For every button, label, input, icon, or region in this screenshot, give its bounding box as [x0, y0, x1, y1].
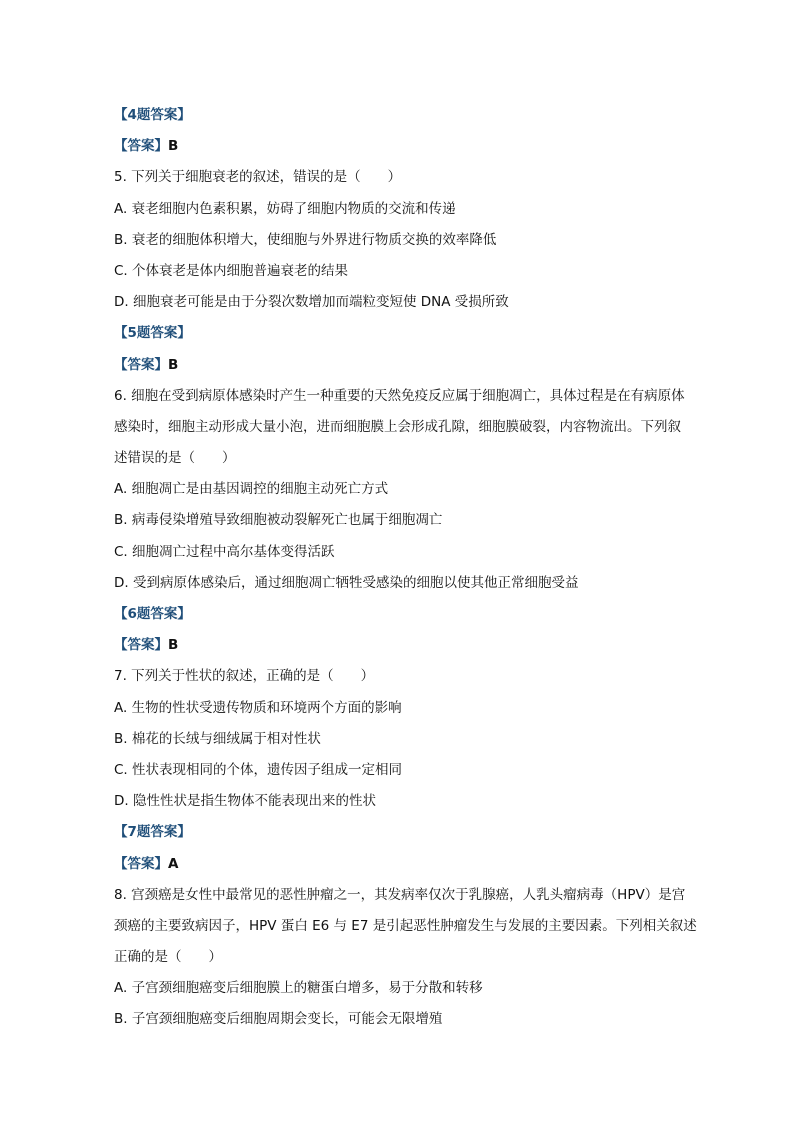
- q6-option-b: B. 病毒侵染增殖导致细胞被动裂解死亡也属于细胞凋亡: [114, 512, 443, 529]
- q6-answer-line: [114, 630, 704, 661]
- answer-value: B: [168, 356, 179, 373]
- q6-stem-line-3: 述错误的是（ ）: [114, 450, 236, 467]
- answer-value: B: [168, 138, 179, 155]
- answer-label: 【答案】: [114, 356, 168, 373]
- q5-option-d: D. 细胞衰老可能是由于分裂次数增加而端粒变短使 DNA 受损所致: [114, 294, 509, 311]
- q5-option-c: C. 个体衰老是体内细胞普遍衰老的结果: [114, 262, 349, 279]
- q5-answer-heading: 【5题答案】: [114, 325, 191, 342]
- q6-option-a: A. 细胞凋亡是由基因调控的细胞主动死亡方式: [114, 481, 389, 498]
- answer-value: B: [168, 637, 179, 654]
- q8-option-b: B. 子宫颈细胞癌变后细胞周期会变长，可能会无限增殖: [114, 1011, 443, 1028]
- q7-option-d: D. 隐性性状是指生物体不能表现出来的性状: [114, 793, 376, 810]
- q7-answer-line: [114, 849, 704, 880]
- q8-stem-line-3: 正确的是（ ）: [114, 949, 222, 966]
- answer-label: 【答案】: [114, 138, 168, 155]
- q7-option-b: B. 棉花的长绒与细绒属于相对性状: [114, 730, 321, 747]
- q8-stem-line-1: 8. 宫颈癌是女性中最常见的恶性肿瘤之一，其发病率仅次于乳腺癌，人乳头瘤病毒（HPV）是宫: [114, 886, 686, 903]
- answer-label: 【答案】: [114, 637, 168, 654]
- q4-answer-heading: 【4题答案】: [114, 107, 191, 123]
- q5-option-b: B. 衰老的细胞体积增大，使细胞与外界进行物质交换的效率降低: [114, 231, 497, 248]
- answer-value: A: [168, 855, 179, 872]
- q5-answer-line: [114, 350, 704, 381]
- q8-stem-line-2: 颈癌的主要致病因子，HPV 蛋白 E6 与 E7 是引起恶性肿瘤发生与发展的主要因素。下列相关叙述: [114, 917, 697, 934]
- q5-stem: 5. 下列关于细胞衰老的叙述，错误的是（ ）: [114, 169, 402, 186]
- q4-answer-line: [114, 131, 704, 162]
- q6-stem-line-1: 6. 细胞在受到病原体感染时产生一种重要的天然免疫反应属于细胞凋亡，具体过程是在有病原体: [114, 387, 685, 404]
- document-page: [114, 100, 704, 1036]
- q5-option-a: A. 衰老细胞内色素积累，妨碍了细胞内物质的交流和传递: [114, 200, 456, 217]
- q7-stem: 7. 下列关于性状的叙述，正确的是（ ）: [114, 668, 375, 685]
- q6-answer-heading: 【6题答案】: [114, 606, 191, 622]
- q7-option-c: C. 性状表现相同的个体，遗传因子组成一定相同: [114, 761, 403, 778]
- q6-option-c: C. 细胞凋亡过程中高尔基体变得活跃: [114, 543, 335, 560]
- q6-option-d: D. 受到病原体感染后，通过细胞凋亡牺牲受感染的细胞以使其他正常细胞受益: [114, 574, 579, 591]
- q8-option-a: A. 子宫颈细胞癌变后细胞膜上的糖蛋白增多，易于分散和转移: [114, 980, 483, 997]
- answer-label: 【答案】: [114, 855, 168, 872]
- q7-answer-heading: 【7题答案】: [114, 824, 191, 841]
- q6-stem-line-2: 感染时，细胞主动形成大量小泡，进而细胞膜上会形成孔隙，细胞膜破裂，内容物流出。下列叙: [114, 418, 681, 435]
- q7-option-a: A. 生物的性状受遗传物质和环境两个方面的影响: [114, 699, 402, 716]
